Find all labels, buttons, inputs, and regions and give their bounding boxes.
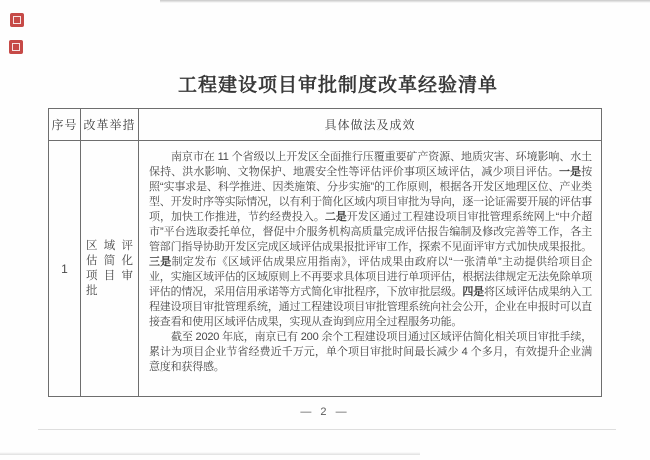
- page-number: — 2 —: [300, 406, 350, 418]
- page-title: 工程建设项目审批制度改革经验清单: [177, 75, 498, 96]
- red-stamp-icon: [10, 13, 24, 27]
- bold-text-segment: 三是: [149, 256, 172, 268]
- column-header-measure: 改革举措: [81, 109, 139, 141]
- scan-artifact-top-edge: [160, 0, 650, 3]
- table-row: [49, 141, 602, 397]
- bold-text-segment: 二是: [324, 211, 347, 223]
- text-segment: 开发区通过工程建设项目审批管理系统网上“中介超市”平台选取委托单位，督促中介服务机构高质量完成评估报告编制及修改完善等工作，各主管部门指导协助开发区完成区域评估成果报批评审工作，探索不见面评审方式加快成果报批。: [149, 211, 592, 253]
- red-stamp-icon: [9, 40, 23, 54]
- row-reform-measure: 区域评估简化项目审批: [81, 141, 139, 397]
- row-detail-text: [139, 141, 602, 397]
- text-segment: 按照“实事求是、科学推进、因类施策、分步实施”的工作原则，根据各开发区地理区位、产业类型、开发时序等实际情况，以有利于简化区域内项目审批为导向，逐一论证需要开展的评估事项，加快工作推进，节约经费投入。: [149, 166, 592, 223]
- scan-artifact-line: [38, 429, 616, 430]
- bold-text-segment: 四是: [462, 286, 484, 298]
- reform-experience-table: [48, 108, 602, 397]
- content-paragraph: [149, 330, 592, 375]
- text-segment: 截至 2020 年底，南京已有 200 余个工程建设项目通过区域评估简化相关项目审批手续，累计为项目企业节省经费近千万元，单个项目审批时间最长减少 4 个多月，有效提升企业满意度和获得感。: [149, 331, 592, 373]
- column-header-detail: 具体做法及成效: [139, 109, 602, 141]
- content-paragraph: [149, 150, 592, 330]
- bold-text-segment: 一是: [559, 166, 582, 178]
- scan-artifact-bottom-edge: [0, 452, 420, 455]
- column-header-serial: 序号: [49, 109, 81, 141]
- text-segment: 制定发布《区域评估成果应用指南》，评估成果由政府以“一张清单”主动提供给项目企业，实施区域评估的区域原则上不再要求具体项目进行单项评估，根据法律规定无法免除单项评估的情况，采用信用承诺等方式简化审批程序，下放审批层级。: [149, 256, 592, 298]
- text-segment: 将区域评估成果纳入工程建设项目审批管理系统，通过工程建设项目审批管理系统向社会公开，企业在申报时可以直接查看和使用区域评估成果，实现从查询到应用全过程服务功能。: [149, 286, 592, 328]
- row-serial-number: 1: [49, 141, 81, 397]
- text-segment: 南京市在 11 个省级以上开发区全面推行压覆重要矿产资源、地质灾害、环境影响、水土保持、洪水影响、文物保护、地震安全性等评估评价事项区域评估，减少项目评估。: [149, 151, 592, 178]
- table-header-row: [49, 109, 602, 141]
